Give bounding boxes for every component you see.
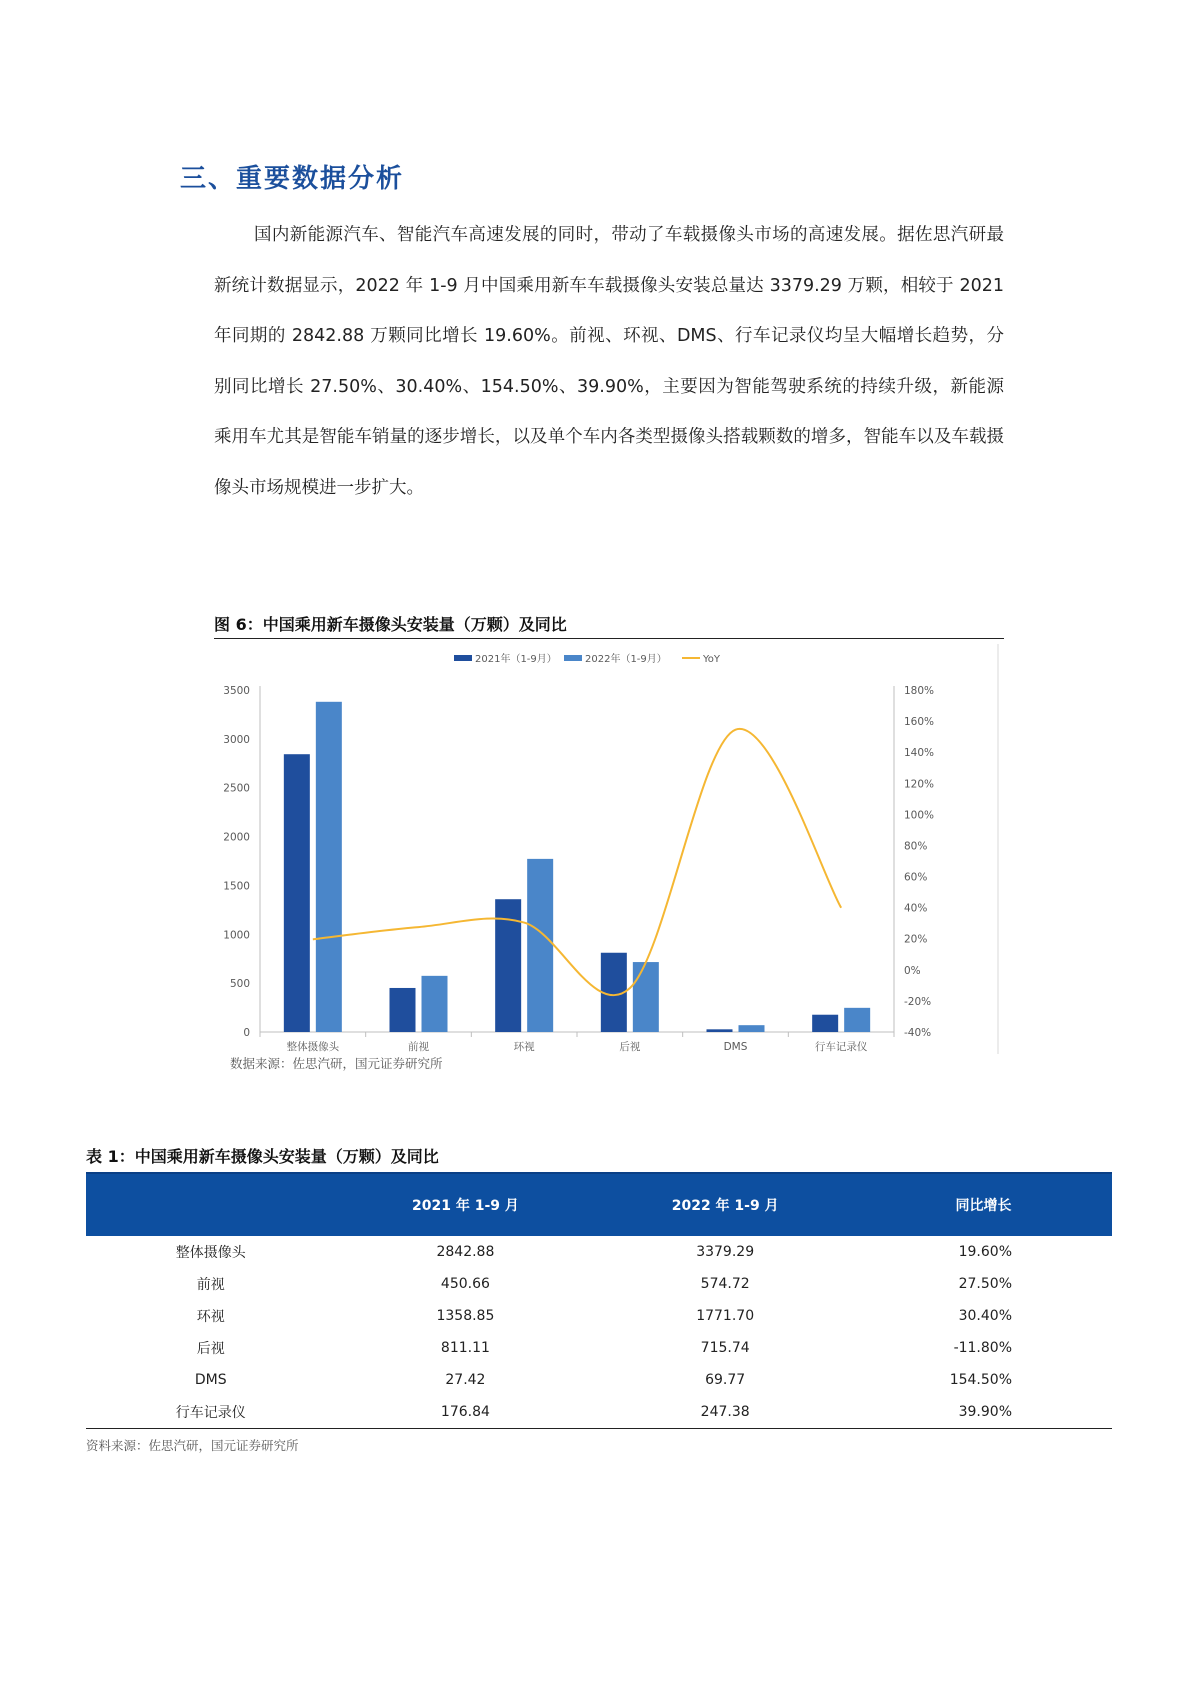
legend-label: YoY xyxy=(703,654,721,665)
table-row xyxy=(86,1236,1112,1268)
y2-tick-label: -40% xyxy=(904,1027,932,1039)
table-row xyxy=(86,1364,1112,1396)
table-header-cell: 同比增长 xyxy=(955,1198,1012,1214)
y-tick-label: 1500 xyxy=(223,880,250,893)
camera-install-chart xyxy=(214,644,1004,1054)
value-2022: 1771.70 xyxy=(696,1308,755,1324)
legend-label: 2022年（1-9月） xyxy=(585,654,667,665)
row-label: 前视 xyxy=(196,1277,225,1293)
bar-2021 xyxy=(284,754,310,1032)
y-tick-label: 3500 xyxy=(223,685,250,697)
x-tick-label: 环视 xyxy=(513,1041,535,1053)
x-tick-label: 前视 xyxy=(408,1041,429,1053)
bar-2022 xyxy=(633,962,659,1032)
table-header-cell: 2021 年 1-9 月 xyxy=(411,1198,519,1214)
x-tick-label: 整体摄像头 xyxy=(286,1041,340,1053)
value-2021: 1358.85 xyxy=(436,1308,495,1324)
bar-2021 xyxy=(390,988,416,1032)
y-tick-label: 1000 xyxy=(223,929,250,942)
camera-install-table xyxy=(86,1172,1112,1429)
value-2022: 69.77 xyxy=(705,1372,746,1388)
figure-divider xyxy=(214,638,1004,639)
bar-2022 xyxy=(844,1008,870,1032)
row-label: 行车记录仪 xyxy=(86,1396,336,1428)
table-row xyxy=(86,1332,1112,1364)
y2-tick-label: 120% xyxy=(904,778,935,791)
y-tick-label: 500 xyxy=(229,978,250,991)
y-tick-label: 0 xyxy=(243,1027,250,1039)
value-yoy: 30.40% xyxy=(958,1308,1012,1324)
table-row xyxy=(86,1396,1112,1428)
y2-tick-label: 80% xyxy=(904,840,928,853)
x-tick-label: 行车记录仪 xyxy=(814,1041,868,1053)
value-yoy: 27.50% xyxy=(958,1276,1012,1292)
row-label: 后视 xyxy=(196,1341,225,1357)
y-tick-label: 2500 xyxy=(223,782,250,795)
value-yoy: 39.90% xyxy=(855,1396,1112,1428)
section-title: 三、重要数据分析 xyxy=(180,164,405,194)
table-row xyxy=(86,1300,1112,1332)
value-2022: 247.38 xyxy=(595,1396,855,1428)
y2-tick-label: 100% xyxy=(904,809,935,822)
row-label: DMS xyxy=(194,1372,227,1388)
legend-swatch xyxy=(454,655,472,661)
chart-container xyxy=(214,644,1004,1054)
value-2021: 27.42 xyxy=(445,1372,486,1388)
bar-2022 xyxy=(422,976,448,1032)
yoy-line xyxy=(313,729,841,995)
value-yoy: 154.50% xyxy=(949,1372,1012,1388)
table-source: 资料来源：佐思汽研，国元证券研究所 xyxy=(86,1438,299,1453)
legend-label: 2021年（1-9月） xyxy=(475,654,557,665)
value-2022: 3379.29 xyxy=(696,1244,755,1260)
value-2022: 715.74 xyxy=(700,1340,750,1356)
table-caption: 表 1：中国乘用新车摄像头安装量（万颗）及同比 xyxy=(86,1147,439,1166)
table-header-row xyxy=(86,1173,1112,1236)
y2-tick-label: -20% xyxy=(904,995,932,1008)
y2-tick-label: 40% xyxy=(904,902,928,915)
bar-2022 xyxy=(527,859,553,1032)
y2-tick-label: 0% xyxy=(904,964,921,977)
y2-tick-label: 60% xyxy=(904,871,928,884)
y2-tick-label: 140% xyxy=(904,747,935,760)
value-yoy: -11.80% xyxy=(953,1340,1012,1356)
value-2021: 176.84 xyxy=(336,1396,596,1428)
y-tick-label: 2000 xyxy=(223,831,250,844)
value-2021: 2842.88 xyxy=(436,1244,495,1260)
table-header-cell: 2022 年 1-9 月 xyxy=(671,1198,779,1214)
bar-2021 xyxy=(812,1015,838,1032)
y-tick-label: 3000 xyxy=(223,733,250,746)
row-label: 环视 xyxy=(196,1309,225,1325)
bar-2022 xyxy=(316,702,342,1032)
figure-caption: 图 6：中国乘用新车摄像头安装量（万颗）及同比 xyxy=(214,615,567,634)
legend-swatch xyxy=(564,655,582,661)
x-tick-label: 后视 xyxy=(619,1041,641,1053)
bar-2021 xyxy=(707,1029,733,1032)
value-yoy: 19.60% xyxy=(958,1244,1012,1260)
value-2021: 450.66 xyxy=(440,1276,490,1292)
value-2022: 574.72 xyxy=(700,1276,750,1292)
row-label: 整体摄像头 xyxy=(175,1245,246,1261)
y2-tick-label: 180% xyxy=(904,685,935,697)
y2-tick-label: 160% xyxy=(904,716,935,729)
bar-2022 xyxy=(739,1025,765,1032)
x-tick-label: DMS xyxy=(723,1041,748,1053)
value-2021: 811.11 xyxy=(440,1340,490,1356)
figure-source: 数据来源：佐思汽研，国元证券研究所 xyxy=(230,1056,443,1071)
table-row xyxy=(86,1268,1112,1300)
y2-tick-label: 20% xyxy=(904,933,928,946)
table-header-cell xyxy=(86,1173,336,1236)
body-paragraph: 国内新能源汽车、智能汽车高速发展的同时，带动了车载摄像头市场的高速发展。据佐思汽研最新统计数据显示，2022 年 1-9 月中国乘用新车车载摄像头安装总量达 3379.29 万颗，相较于 2021 年同期的 2842.88 万颗同比增长 19.60%。前视、环视、DMS、行车记录仪均呈大幅增长趋势，分别同比增长 27.50%、30.40%、154.50%、39.90%，主要因为智能驾驶系统的持续升级，新能源乘用车尤其是智能车销量的逐步增长，以及单个车内各类型摄像头搭载颗数的增多，智能车以及车载摄像头市场规模进一步扩大。 xyxy=(214,225,1004,498)
